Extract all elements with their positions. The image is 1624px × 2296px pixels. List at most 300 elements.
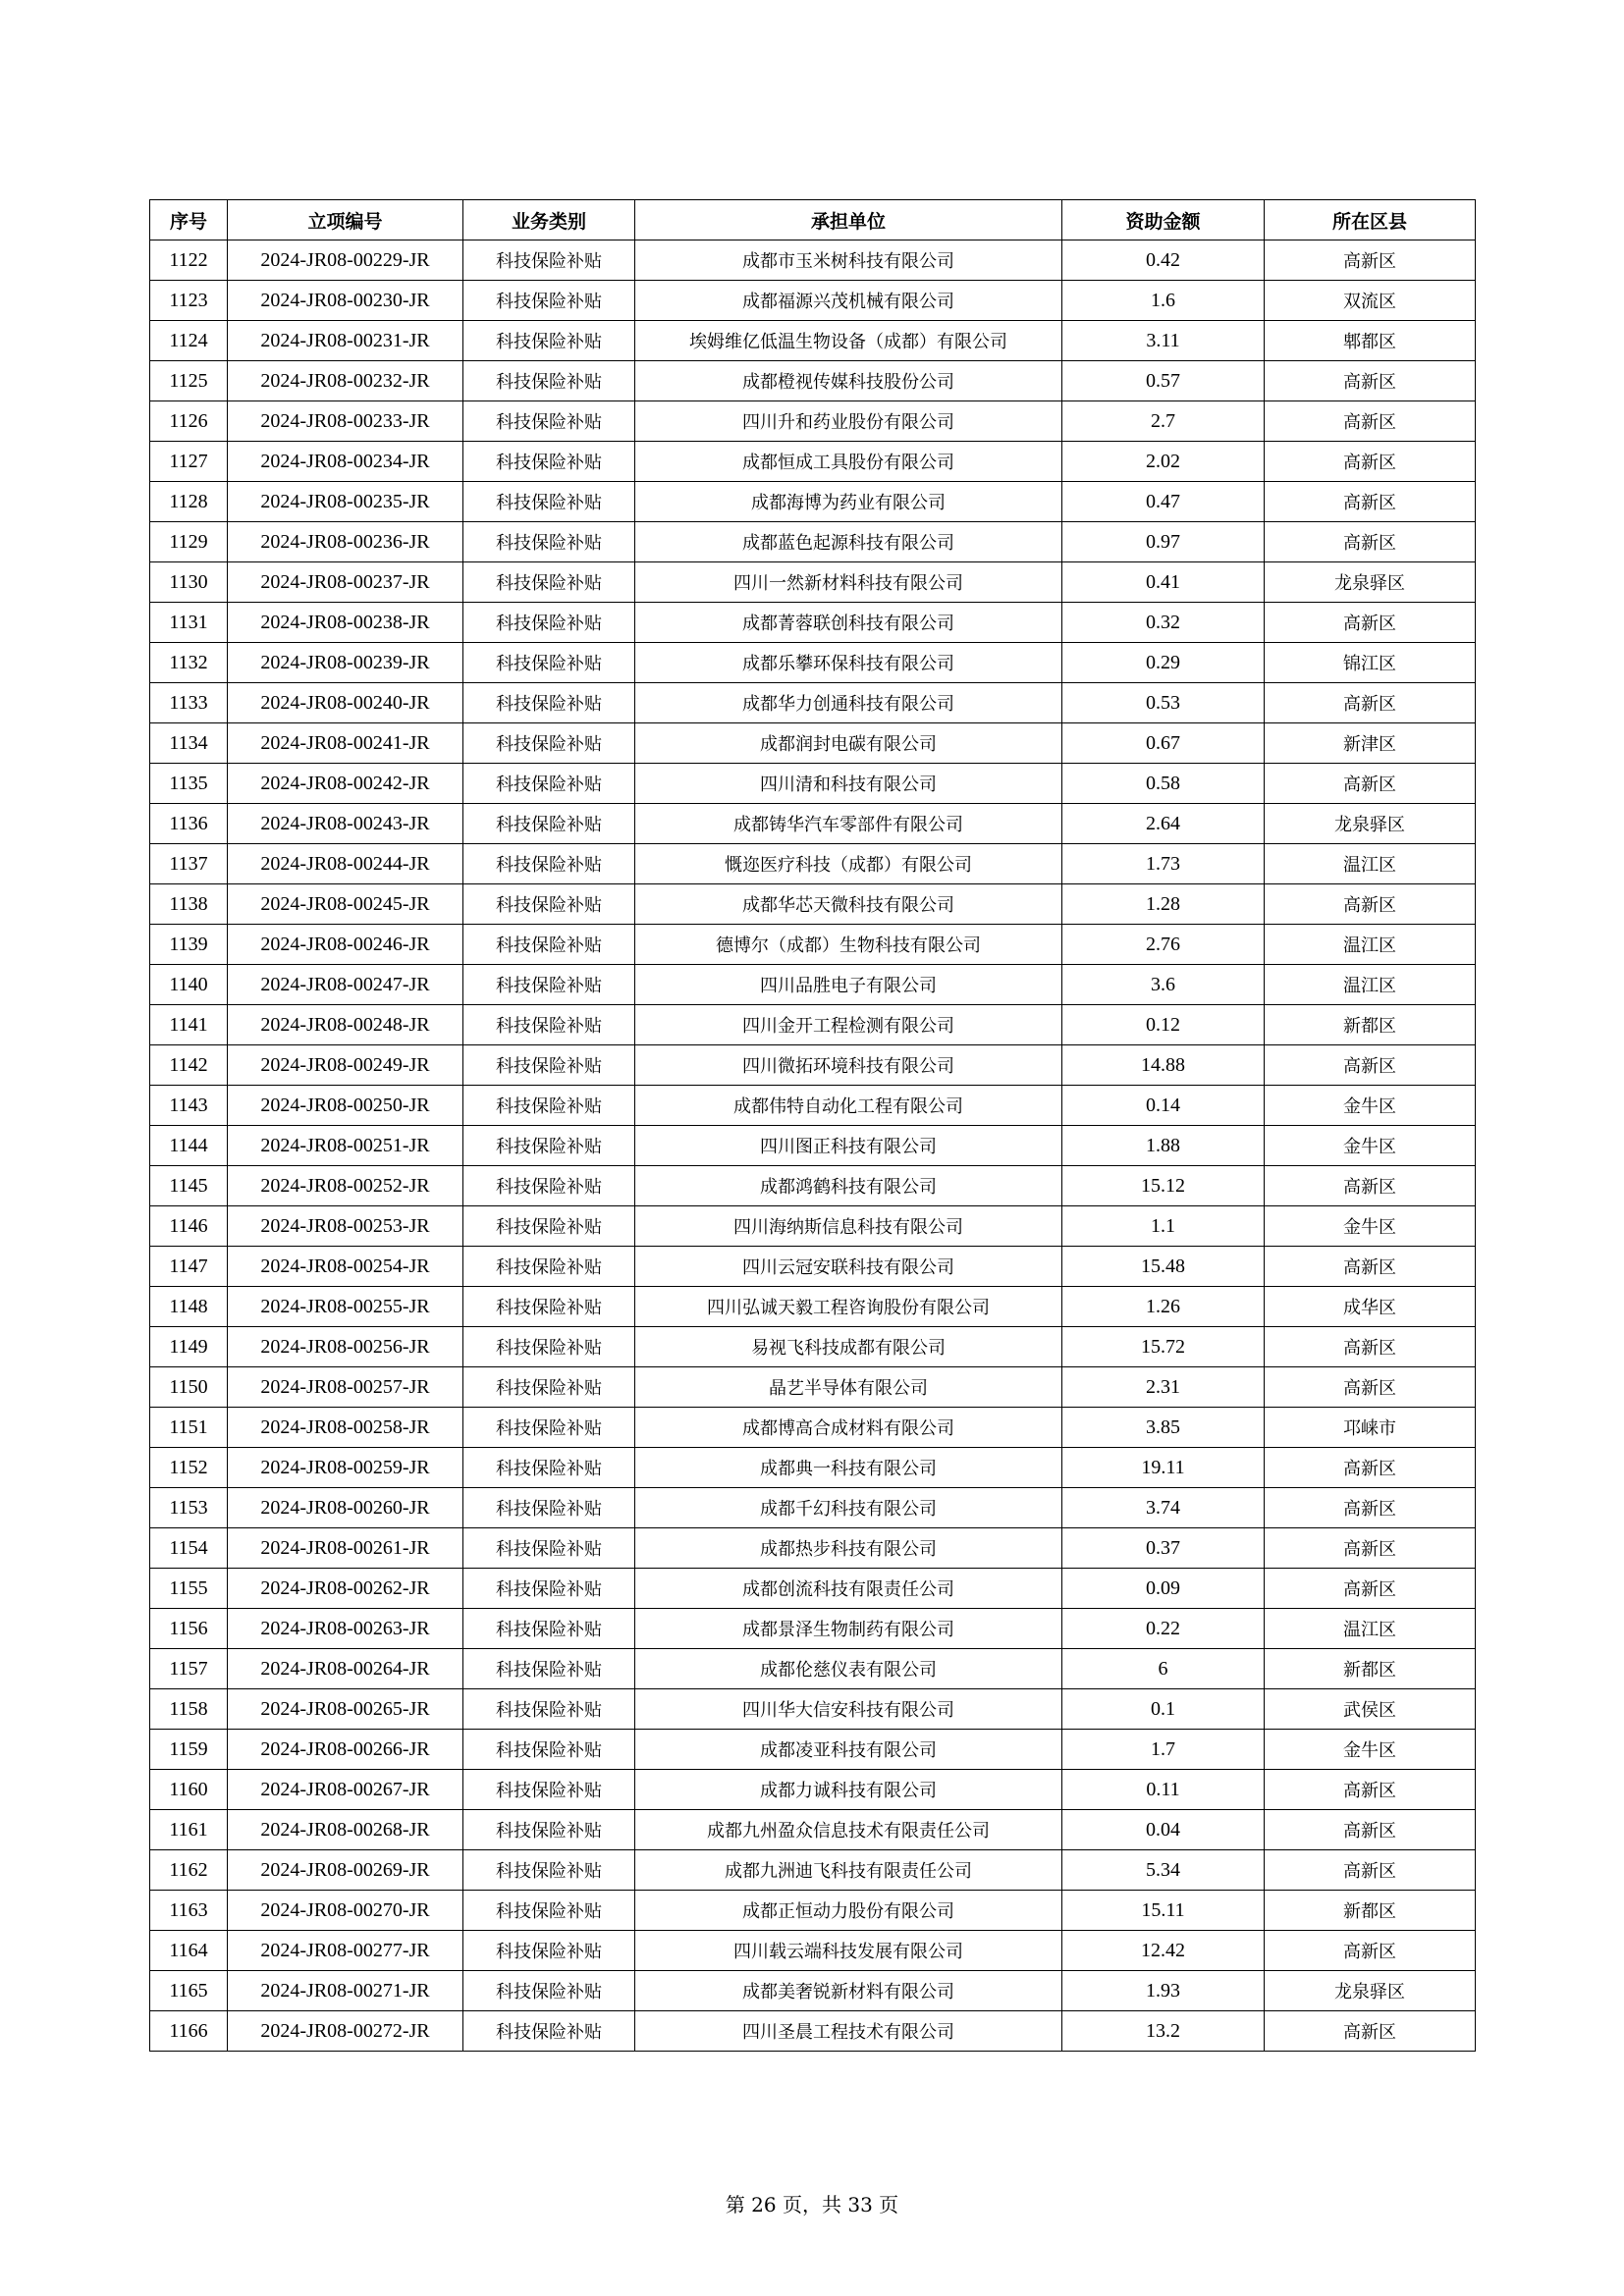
seq-cell: 1140: [150, 965, 228, 1005]
seq-cell: 1143: [150, 1086, 228, 1126]
business-type-cell: 科技保险补贴: [463, 1126, 635, 1166]
table-row: [150, 723, 1476, 764]
amount-cell: 2.76: [1062, 925, 1265, 965]
business-type-cell: 科技保险补贴: [463, 442, 635, 482]
table-row: [150, 522, 1476, 562]
table-row: [150, 884, 1476, 925]
table-body: [150, 240, 1476, 2052]
business-type-cell: 科技保险补贴: [463, 683, 635, 723]
organization-cell: 四川金开工程检测有限公司: [635, 1005, 1062, 1045]
seq-cell: 1144: [150, 1126, 228, 1166]
amount-cell: 0.37: [1062, 1528, 1265, 1569]
amount-cell: 1.73: [1062, 844, 1265, 884]
organization-cell: 四川华大信安科技有限公司: [635, 1689, 1062, 1730]
district-cell: 金牛区: [1265, 1730, 1476, 1770]
amount-cell: 1.88: [1062, 1126, 1265, 1166]
district-cell: 高新区: [1265, 1327, 1476, 1367]
seq-cell: 1133: [150, 683, 228, 723]
organization-cell: 成都鸿鹤科技有限公司: [635, 1166, 1062, 1206]
seq-cell: 1123: [150, 281, 228, 321]
seq-cell: 1142: [150, 1045, 228, 1086]
business-type-cell: 科技保险补贴: [463, 1448, 635, 1488]
amount-cell: 0.53: [1062, 683, 1265, 723]
seq-cell: 1164: [150, 1931, 228, 1971]
seq-cell: 1145: [150, 1166, 228, 1206]
district-cell: 武侯区: [1265, 1689, 1476, 1730]
organization-cell: 成都博高合成材料有限公司: [635, 1408, 1062, 1448]
amount-cell: 0.11: [1062, 1770, 1265, 1810]
amount-cell: 0.67: [1062, 723, 1265, 764]
district-cell: 新都区: [1265, 1005, 1476, 1045]
amount-cell: 0.09: [1062, 1569, 1265, 1609]
business-type-cell: 科技保险补贴: [463, 1971, 635, 2011]
amount-cell: 0.1: [1062, 1689, 1265, 1730]
amount-cell: 3.11: [1062, 321, 1265, 361]
organization-cell: 成都九州盈众信息技术有限责任公司: [635, 1810, 1062, 1850]
business-type-cell: 科技保险补贴: [463, 1166, 635, 1206]
project-code-cell: 2024-JR08-00266-JR: [228, 1730, 463, 1770]
organization-cell: 成都福源兴茂机械有限公司: [635, 281, 1062, 321]
district-cell: 温江区: [1265, 925, 1476, 965]
business-type-cell: 科技保险补贴: [463, 925, 635, 965]
organization-cell: 成都菁蓉联创科技有限公司: [635, 603, 1062, 643]
header-organization: 承担单位: [635, 200, 1062, 240]
amount-cell: 1.93: [1062, 1971, 1265, 2011]
organization-cell: 成都华芯天微科技有限公司: [635, 884, 1062, 925]
table-row: [150, 1287, 1476, 1327]
business-type-cell: 科技保险补贴: [463, 603, 635, 643]
project-code-cell: 2024-JR08-00272-JR: [228, 2011, 463, 2052]
business-type-cell: 科技保险补贴: [463, 321, 635, 361]
business-type-cell: 科技保险补贴: [463, 361, 635, 401]
business-type-cell: 科技保险补贴: [463, 1247, 635, 1287]
organization-cell: 成都蓝色起源科技有限公司: [635, 522, 1062, 562]
seq-cell: 1166: [150, 2011, 228, 2052]
project-code-cell: 2024-JR08-00242-JR: [228, 764, 463, 804]
seq-cell: 1148: [150, 1287, 228, 1327]
organization-cell: 四川弘诚天毅工程咨询股份有限公司: [635, 1287, 1062, 1327]
district-cell: 高新区: [1265, 1448, 1476, 1488]
seq-cell: 1146: [150, 1206, 228, 1247]
amount-cell: 0.04: [1062, 1810, 1265, 1850]
amount-cell: 0.29: [1062, 643, 1265, 683]
seq-cell: 1135: [150, 764, 228, 804]
project-code-cell: 2024-JR08-00229-JR: [228, 240, 463, 281]
table-row: [150, 643, 1476, 683]
seq-cell: 1124: [150, 321, 228, 361]
organization-cell: 成都美奢锐新材料有限公司: [635, 1971, 1062, 2011]
district-cell: 双流区: [1265, 281, 1476, 321]
project-code-cell: 2024-JR08-00262-JR: [228, 1569, 463, 1609]
district-cell: 高新区: [1265, 1367, 1476, 1408]
project-code-cell: 2024-JR08-00257-JR: [228, 1367, 463, 1408]
project-code-cell: 2024-JR08-00277-JR: [228, 1931, 463, 1971]
funding-table: [149, 199, 1476, 2052]
amount-cell: 15.12: [1062, 1166, 1265, 1206]
table-row: [150, 1770, 1476, 1810]
project-code-cell: 2024-JR08-00256-JR: [228, 1327, 463, 1367]
amount-cell: 12.42: [1062, 1931, 1265, 1971]
seq-cell: 1141: [150, 1005, 228, 1045]
table-row: [150, 965, 1476, 1005]
project-code-cell: 2024-JR08-00253-JR: [228, 1206, 463, 1247]
organization-cell: 易视飞科技成都有限公司: [635, 1327, 1062, 1367]
project-code-cell: 2024-JR08-00247-JR: [228, 965, 463, 1005]
seq-cell: 1131: [150, 603, 228, 643]
seq-cell: 1152: [150, 1448, 228, 1488]
district-cell: 高新区: [1265, 603, 1476, 643]
table-row: [150, 1086, 1476, 1126]
organization-cell: 成都铸华汽车零部件有限公司: [635, 804, 1062, 844]
seq-cell: 1153: [150, 1488, 228, 1528]
seq-cell: 1156: [150, 1609, 228, 1649]
organization-cell: 成都华力创通科技有限公司: [635, 683, 1062, 723]
project-code-cell: 2024-JR08-00258-JR: [228, 1408, 463, 1448]
project-code-cell: 2024-JR08-00231-JR: [228, 321, 463, 361]
project-code-cell: 2024-JR08-00254-JR: [228, 1247, 463, 1287]
organization-cell: 成都千幻科技有限公司: [635, 1488, 1062, 1528]
table-row: [150, 1649, 1476, 1689]
project-code-cell: 2024-JR08-00243-JR: [228, 804, 463, 844]
project-code-cell: 2024-JR08-00259-JR: [228, 1448, 463, 1488]
organization-cell: 四川载云端科技发展有限公司: [635, 1931, 1062, 1971]
district-cell: 高新区: [1265, 401, 1476, 442]
district-cell: 高新区: [1265, 240, 1476, 281]
table-row: [150, 1367, 1476, 1408]
organization-cell: 四川一然新材料科技有限公司: [635, 562, 1062, 603]
district-cell: 龙泉驿区: [1265, 562, 1476, 603]
business-type-cell: 科技保险补贴: [463, 1649, 635, 1689]
amount-cell: 0.47: [1062, 482, 1265, 522]
organization-cell: 成都凌亚科技有限公司: [635, 1730, 1062, 1770]
business-type-cell: 科技保险补贴: [463, 401, 635, 442]
organization-cell: 埃姆维亿低温生物设备（成都）有限公司: [635, 321, 1062, 361]
organization-cell: 四川云冠安联科技有限公司: [635, 1247, 1062, 1287]
project-code-cell: 2024-JR08-00251-JR: [228, 1126, 463, 1166]
amount-cell: 3.74: [1062, 1488, 1265, 1528]
project-code-cell: 2024-JR08-00268-JR: [228, 1810, 463, 1850]
project-code-cell: 2024-JR08-00244-JR: [228, 844, 463, 884]
amount-cell: 3.85: [1062, 1408, 1265, 1448]
table-row: [150, 844, 1476, 884]
organization-cell: 成都市玉米树科技有限公司: [635, 240, 1062, 281]
organization-cell: 成都润封电碳有限公司: [635, 723, 1062, 764]
business-type-cell: 科技保险补贴: [463, 1528, 635, 1569]
district-cell: 高新区: [1265, 764, 1476, 804]
seq-cell: 1154: [150, 1528, 228, 1569]
district-cell: 高新区: [1265, 1569, 1476, 1609]
seq-cell: 1139: [150, 925, 228, 965]
table-row: [150, 1327, 1476, 1367]
table-row: [150, 1045, 1476, 1086]
seq-cell: 1130: [150, 562, 228, 603]
business-type-cell: 科技保险补贴: [463, 965, 635, 1005]
district-cell: 新津区: [1265, 723, 1476, 764]
organization-cell: 成都力诚科技有限公司: [635, 1770, 1062, 1810]
organization-cell: 四川圣晨工程技术有限公司: [635, 2011, 1062, 2052]
table-row: [150, 603, 1476, 643]
district-cell: 高新区: [1265, 884, 1476, 925]
table-row: [150, 1528, 1476, 1569]
seq-cell: 1125: [150, 361, 228, 401]
district-cell: 高新区: [1265, 1850, 1476, 1891]
seq-cell: 1126: [150, 401, 228, 442]
amount-cell: 6: [1062, 1649, 1265, 1689]
amount-cell: 2.02: [1062, 442, 1265, 482]
table-row: [150, 562, 1476, 603]
district-cell: 郫都区: [1265, 321, 1476, 361]
business-type-cell: 科技保险补贴: [463, 1569, 635, 1609]
project-code-cell: 2024-JR08-00269-JR: [228, 1850, 463, 1891]
business-type-cell: 科技保险补贴: [463, 884, 635, 925]
project-code-cell: 2024-JR08-00252-JR: [228, 1166, 463, 1206]
business-type-cell: 科技保险补贴: [463, 1891, 635, 1931]
organization-cell: 成都伦慈仪表有限公司: [635, 1649, 1062, 1689]
table-row: [150, 1931, 1476, 1971]
amount-cell: 2.7: [1062, 401, 1265, 442]
business-type-cell: 科技保险补贴: [463, 723, 635, 764]
project-code-cell: 2024-JR08-00238-JR: [228, 603, 463, 643]
project-code-cell: 2024-JR08-00260-JR: [228, 1488, 463, 1528]
district-cell: 温江区: [1265, 1609, 1476, 1649]
amount-cell: 0.32: [1062, 603, 1265, 643]
amount-cell: 0.97: [1062, 522, 1265, 562]
amount-cell: 1.7: [1062, 1730, 1265, 1770]
district-cell: 新都区: [1265, 1649, 1476, 1689]
seq-cell: 1127: [150, 442, 228, 482]
district-cell: 金牛区: [1265, 1086, 1476, 1126]
table-row: [150, 1206, 1476, 1247]
seq-cell: 1138: [150, 884, 228, 925]
amount-cell: 3.6: [1062, 965, 1265, 1005]
amount-cell: 1.28: [1062, 884, 1265, 925]
amount-cell: 1.26: [1062, 1287, 1265, 1327]
table-row: [150, 1609, 1476, 1649]
business-type-cell: 科技保险补贴: [463, 1609, 635, 1649]
table-row: [150, 1247, 1476, 1287]
organization-cell: 慨迩医疗科技（成都）有限公司: [635, 844, 1062, 884]
business-type-cell: 科技保险补贴: [463, 1287, 635, 1327]
table-row: [150, 361, 1476, 401]
business-type-cell: 科技保险补贴: [463, 281, 635, 321]
business-type-cell: 科技保险补贴: [463, 1045, 635, 1086]
table-row: [150, 1488, 1476, 1528]
table-row: [150, 281, 1476, 321]
project-code-cell: 2024-JR08-00264-JR: [228, 1649, 463, 1689]
amount-cell: 0.57: [1062, 361, 1265, 401]
project-code-cell: 2024-JR08-00245-JR: [228, 884, 463, 925]
header-seq: 序号: [150, 200, 228, 240]
seq-cell: 1150: [150, 1367, 228, 1408]
seq-cell: 1147: [150, 1247, 228, 1287]
business-type-cell: 科技保险补贴: [463, 804, 635, 844]
business-type-cell: 科技保险补贴: [463, 1810, 635, 1850]
seq-cell: 1160: [150, 1770, 228, 1810]
table-row: [150, 2011, 1476, 2052]
business-type-cell: 科技保险补贴: [463, 1367, 635, 1408]
business-type-cell: 科技保险补贴: [463, 1931, 635, 1971]
page-number: 第 26 页，共 33 页: [725, 2193, 899, 2216]
table-row: [150, 683, 1476, 723]
organization-cell: 成都九洲迪飞科技有限责任公司: [635, 1850, 1062, 1891]
seq-cell: 1158: [150, 1689, 228, 1730]
project-code-cell: 2024-JR08-00233-JR: [228, 401, 463, 442]
district-cell: 龙泉驿区: [1265, 804, 1476, 844]
seq-cell: 1163: [150, 1891, 228, 1931]
project-code-cell: 2024-JR08-00241-JR: [228, 723, 463, 764]
project-code-cell: 2024-JR08-00236-JR: [228, 522, 463, 562]
business-type-cell: 科技保险补贴: [463, 2011, 635, 2052]
amount-cell: 19.11: [1062, 1448, 1265, 1488]
district-cell: 金牛区: [1265, 1206, 1476, 1247]
table-row: [150, 1810, 1476, 1850]
district-cell: 高新区: [1265, 522, 1476, 562]
district-cell: 高新区: [1265, 1770, 1476, 1810]
seq-cell: 1165: [150, 1971, 228, 2011]
project-code-cell: 2024-JR08-00250-JR: [228, 1086, 463, 1126]
table-row: [150, 1850, 1476, 1891]
organization-cell: 成都伟特自动化工程有限公司: [635, 1086, 1062, 1126]
amount-cell: 0.14: [1062, 1086, 1265, 1126]
district-cell: 高新区: [1265, 361, 1476, 401]
seq-cell: 1149: [150, 1327, 228, 1367]
seq-cell: 1161: [150, 1810, 228, 1850]
seq-cell: 1128: [150, 482, 228, 522]
district-cell: 高新区: [1265, 1488, 1476, 1528]
table-row: [150, 1689, 1476, 1730]
organization-cell: 德博尔（成都）生物科技有限公司: [635, 925, 1062, 965]
project-code-cell: 2024-JR08-00271-JR: [228, 1971, 463, 2011]
district-cell: 高新区: [1265, 2011, 1476, 2052]
project-code-cell: 2024-JR08-00237-JR: [228, 562, 463, 603]
business-type-cell: 科技保险补贴: [463, 562, 635, 603]
seq-cell: 1136: [150, 804, 228, 844]
district-cell: 龙泉驿区: [1265, 1971, 1476, 2011]
table-row: [150, 1126, 1476, 1166]
table-row: [150, 321, 1476, 361]
amount-cell: 0.12: [1062, 1005, 1265, 1045]
business-type-cell: 科技保险补贴: [463, 844, 635, 884]
business-type-cell: 科技保险补贴: [463, 1206, 635, 1247]
project-code-cell: 2024-JR08-00261-JR: [228, 1528, 463, 1569]
table-row: [150, 804, 1476, 844]
header-business-type: 业务类别: [463, 200, 635, 240]
project-code-cell: 2024-JR08-00255-JR: [228, 1287, 463, 1327]
seq-cell: 1151: [150, 1408, 228, 1448]
organization-cell: 成都热步科技有限公司: [635, 1528, 1062, 1569]
organization-cell: 成都海博为药业有限公司: [635, 482, 1062, 522]
business-type-cell: 科技保险补贴: [463, 1850, 635, 1891]
amount-cell: 5.34: [1062, 1850, 1265, 1891]
organization-cell: 四川清和科技有限公司: [635, 764, 1062, 804]
amount-cell: 15.11: [1062, 1891, 1265, 1931]
business-type-cell: 科技保险补贴: [463, 1730, 635, 1770]
seq-cell: 1159: [150, 1730, 228, 1770]
district-cell: 锦江区: [1265, 643, 1476, 683]
project-code-cell: 2024-JR08-00267-JR: [228, 1770, 463, 1810]
district-cell: 新都区: [1265, 1891, 1476, 1931]
header-district: 所在区县: [1265, 200, 1476, 240]
project-code-cell: 2024-JR08-00232-JR: [228, 361, 463, 401]
district-cell: 金牛区: [1265, 1126, 1476, 1166]
organization-cell: 成都正恒动力股份有限公司: [635, 1891, 1062, 1931]
amount-cell: 0.41: [1062, 562, 1265, 603]
table-row: [150, 240, 1476, 281]
district-cell: 高新区: [1265, 1045, 1476, 1086]
header-amount: 资助金额: [1062, 200, 1265, 240]
project-code-cell: 2024-JR08-00263-JR: [228, 1609, 463, 1649]
amount-cell: 2.31: [1062, 1367, 1265, 1408]
project-code-cell: 2024-JR08-00230-JR: [228, 281, 463, 321]
project-code-cell: 2024-JR08-00249-JR: [228, 1045, 463, 1086]
amount-cell: 0.22: [1062, 1609, 1265, 1649]
table-row: [150, 1005, 1476, 1045]
seq-cell: 1129: [150, 522, 228, 562]
project-code-cell: 2024-JR08-00234-JR: [228, 442, 463, 482]
amount-cell: 14.88: [1062, 1045, 1265, 1086]
seq-cell: 1137: [150, 844, 228, 884]
table-row: [150, 1408, 1476, 1448]
table-header-row: [150, 200, 1476, 240]
table-row: [150, 482, 1476, 522]
organization-cell: 四川图正科技有限公司: [635, 1126, 1062, 1166]
amount-cell: 13.2: [1062, 2011, 1265, 2052]
business-type-cell: 科技保险补贴: [463, 1770, 635, 1810]
table-row: [150, 764, 1476, 804]
district-cell: 高新区: [1265, 683, 1476, 723]
organization-cell: 成都创流科技有限责任公司: [635, 1569, 1062, 1609]
table-row: [150, 1730, 1476, 1770]
amount-cell: 15.72: [1062, 1327, 1265, 1367]
table-row: [150, 401, 1476, 442]
organization-cell: 四川海纳斯信息科技有限公司: [635, 1206, 1062, 1247]
business-type-cell: 科技保险补贴: [463, 522, 635, 562]
amount-cell: 1.1: [1062, 1206, 1265, 1247]
table-row: [150, 1891, 1476, 1931]
district-cell: 高新区: [1265, 442, 1476, 482]
organization-cell: 四川品胜电子有限公司: [635, 965, 1062, 1005]
business-type-cell: 科技保险补贴: [463, 1327, 635, 1367]
organization-cell: 成都乐攀环保科技有限公司: [635, 643, 1062, 683]
project-code-cell: 2024-JR08-00265-JR: [228, 1689, 463, 1730]
business-type-cell: 科技保险补贴: [463, 240, 635, 281]
seq-cell: 1134: [150, 723, 228, 764]
organization-cell: 成都景泽生物制药有限公司: [635, 1609, 1062, 1649]
table-row: [150, 1971, 1476, 2011]
district-cell: 高新区: [1265, 482, 1476, 522]
amount-cell: 0.58: [1062, 764, 1265, 804]
project-code-cell: 2024-JR08-00246-JR: [228, 925, 463, 965]
district-cell: 成华区: [1265, 1287, 1476, 1327]
project-code-cell: 2024-JR08-00239-JR: [228, 643, 463, 683]
project-code-cell: 2024-JR08-00235-JR: [228, 482, 463, 522]
district-cell: 高新区: [1265, 1166, 1476, 1206]
district-cell: 高新区: [1265, 1247, 1476, 1287]
district-cell: 温江区: [1265, 844, 1476, 884]
district-cell: 温江区: [1265, 965, 1476, 1005]
table-row: [150, 1569, 1476, 1609]
business-type-cell: 科技保险补贴: [463, 1488, 635, 1528]
seq-cell: 1122: [150, 240, 228, 281]
district-cell: 邛崃市: [1265, 1408, 1476, 1448]
district-cell: 高新区: [1265, 1810, 1476, 1850]
amount-cell: 0.42: [1062, 240, 1265, 281]
seq-cell: 1162: [150, 1850, 228, 1891]
project-code-cell: 2024-JR08-00248-JR: [228, 1005, 463, 1045]
organization-cell: 四川升和药业股份有限公司: [635, 401, 1062, 442]
table-row: [150, 1448, 1476, 1488]
organization-cell: 晶艺半导体有限公司: [635, 1367, 1062, 1408]
